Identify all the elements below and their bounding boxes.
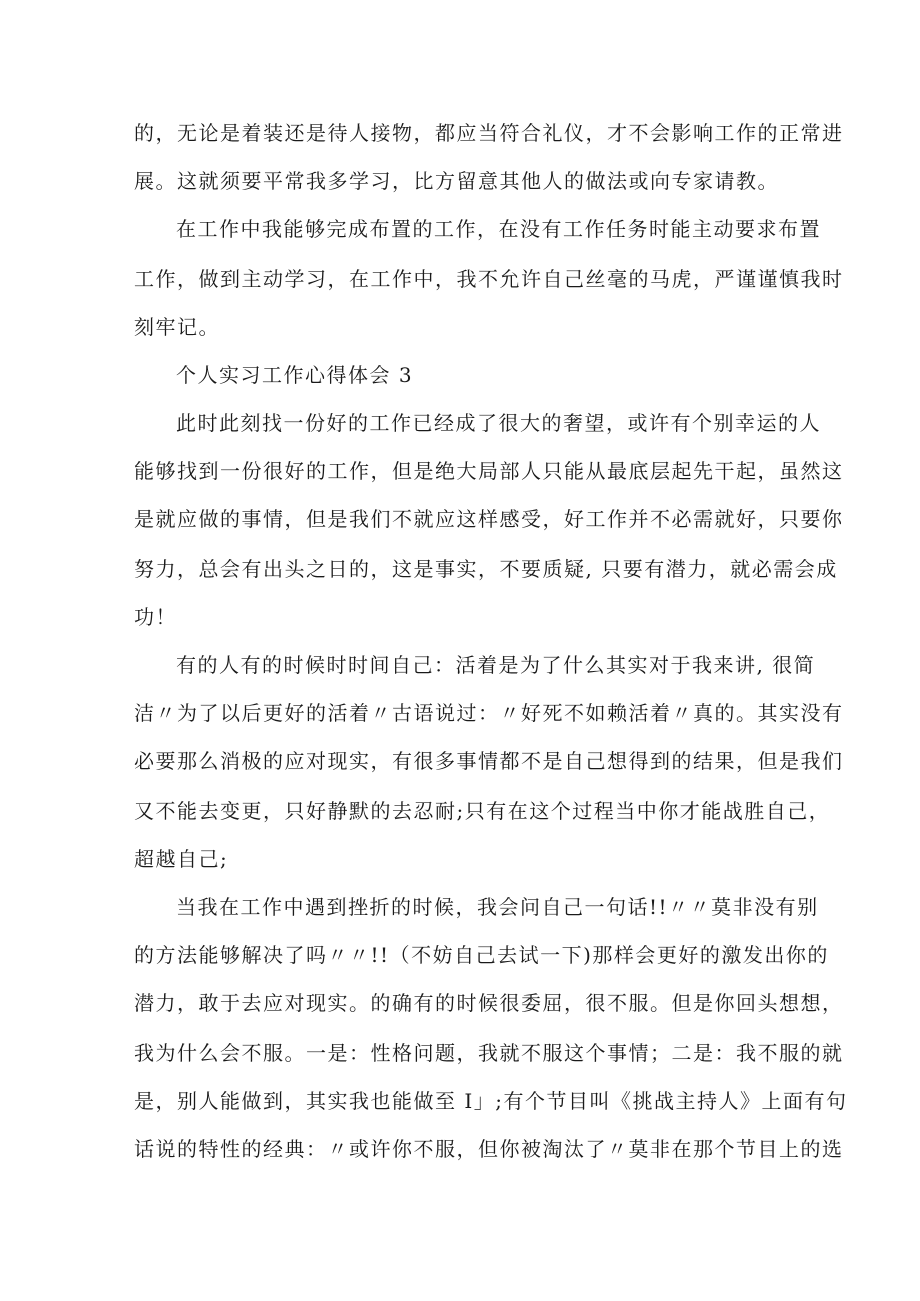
paragraph-first-line: 有的人有的时候时时间自己：活着是为了什么其实对于我来讲, 很简 <box>176 653 816 677</box>
text-line: 话说的特性的经典：〃或许你不服，但你被淘汰了〃莫非在那个节目上的选 <box>134 1137 844 1161</box>
text-line: 是就应做的事情，但是我们不就应这样感受，好工作并不必需就好，只要你 <box>134 507 844 531</box>
text-line: 的方法能够解决了吗〃〃!!（不妨自己去试一下)那样会更好的激发出你的 <box>134 943 829 967</box>
text-line: 超越自己; <box>134 847 229 871</box>
paragraph-first-line: 此时此刻找一份好的工作已经成了很大的奢望，或许有个别幸运的人 <box>176 411 821 435</box>
paragraph-first-line: 当我在工作中遇到挫折的时候，我会问自己一句话!!〃〃莫非没有别 <box>176 895 819 919</box>
text-line: 刻牢记。 <box>134 315 220 339</box>
text-line: 功！ <box>134 605 177 629</box>
text-line: 洁〃为了以后更好的活着〃古语说过：〃好死不如赖活着〃真的。其实没有 <box>134 701 844 725</box>
text-line: 能够找到一份很好的工作，但是绝大局部人只能从最底层起先干起，虽然这 <box>134 459 844 483</box>
text-line: 潜力，敢于去应对现实。的确有的时候很委屈，很不服。但是你回头想想， <box>134 991 844 1015</box>
text-line: 必要那么消极的应对现实，有很多事情都不是自己想得到的结果，但是我们 <box>134 749 844 773</box>
paragraph-first-line: 在工作中我能够完成布置的工作，在没有工作任务时能主动要求布置 <box>176 217 821 241</box>
text-line: 的，无论是着装还是待人接物，都应当符合礼仪，才不会影响工作的正常进 <box>134 121 844 145</box>
text-line: 又不能去变更，只好静默的去忍耐;只有在这个过程当中你才能战胜自己， <box>134 799 831 823</box>
text-line: 我为什么会不服。一是：性格问题，我就不服这个事情；二是：我不服的就 <box>134 1041 844 1065</box>
text-line: 展。这就须要平常我多学习，比方留意其他人的做法或向专家请教。 <box>134 169 779 193</box>
text-line: 工作，做到主动学习，在工作中，我不允许自己丝毫的马虎，严谨谨慎我时 <box>134 267 844 291</box>
text-line: 是，别人能做到，其实我也能做至 I」;有个节目叫《挑战主持人》上面有句 <box>134 1089 848 1113</box>
section-heading: 个人实习工作心得体会 3 <box>176 363 414 387</box>
text-line: 努力，总会有出头之日的，这是事实，不要质疑, 只要有潜力，就必需会成 <box>134 557 838 581</box>
